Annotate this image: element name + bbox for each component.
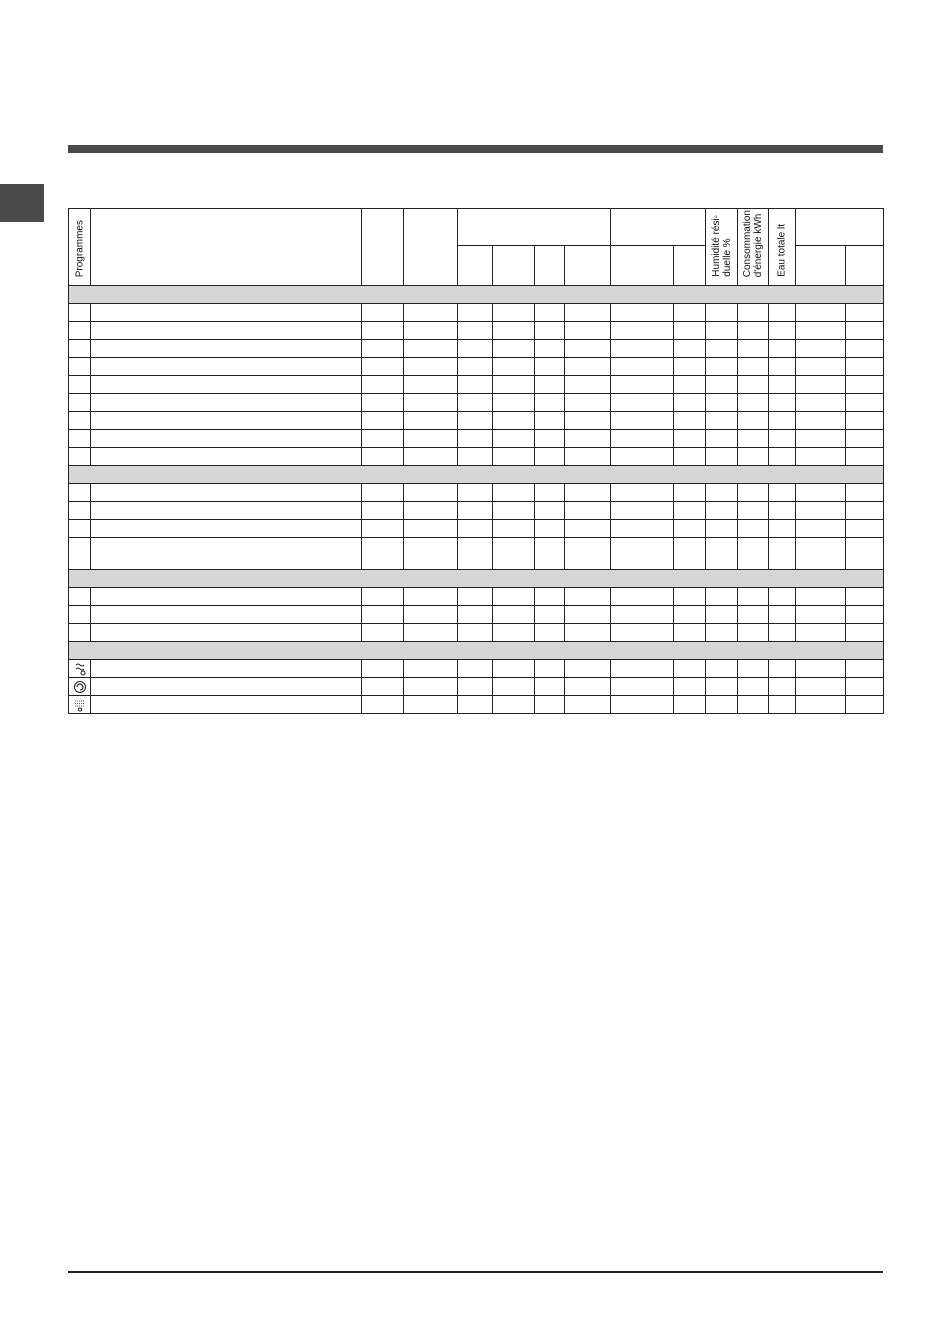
table-row — [69, 322, 884, 340]
spin-icon — [69, 678, 91, 696]
section-4 — [69, 642, 884, 714]
top-rule — [68, 145, 883, 153]
section-2 — [69, 466, 884, 570]
table-row — [69, 412, 884, 430]
section-tab — [0, 184, 44, 222]
table-row — [69, 588, 884, 606]
table-row — [69, 430, 884, 448]
table-row — [69, 696, 884, 714]
table-row — [69, 624, 884, 642]
programme-table — [68, 208, 884, 714]
bottom-rule — [68, 1271, 883, 1273]
header-residual-humidity: Humidité rési- duelle % — [706, 209, 738, 286]
table-row — [69, 304, 884, 322]
cotton-wash-icon — [69, 660, 91, 678]
table-row — [69, 340, 884, 358]
section-1 — [69, 286, 884, 466]
table-row — [69, 502, 884, 520]
table-row — [69, 394, 884, 412]
section-3 — [69, 570, 884, 642]
table-row — [69, 660, 884, 678]
header-programmes: Programmes — [69, 209, 91, 286]
table-row — [69, 606, 884, 624]
header-energy: Consommation d'énergie kWh — [738, 209, 769, 286]
table-row — [69, 538, 884, 570]
table-row — [69, 448, 884, 466]
table-row — [69, 484, 884, 502]
table-row — [69, 520, 884, 538]
header-water: Eau totale lt — [769, 209, 796, 286]
table-row — [69, 678, 884, 696]
drain-icon — [69, 696, 91, 714]
table-row — [69, 358, 884, 376]
table-row — [69, 376, 884, 394]
